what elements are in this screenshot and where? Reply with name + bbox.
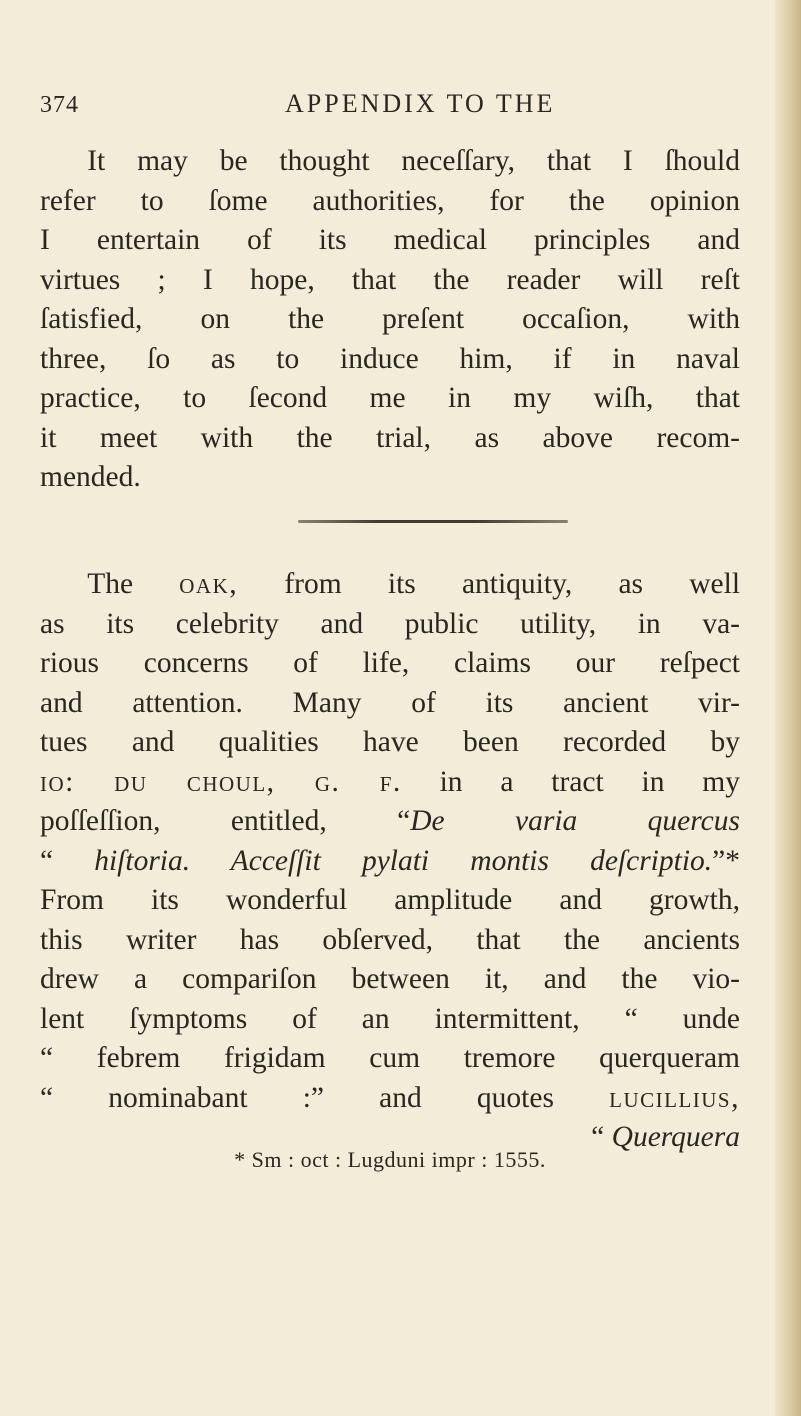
- text-line: “ hiſtoria. Acceſſit pylati montis deſcriptio.”*: [40, 844, 740, 877]
- text-line: The oak, from its antiquity, as well: [87, 568, 741, 600]
- text-line: io: du choul, g. f. in a tract in my: [40, 765, 740, 798]
- text-line: and attention. Many of its ancient vir-: [40, 686, 740, 719]
- author-names-small-caps: io: du choul, g. f.: [40, 765, 402, 798]
- text-line: poſſeſſion, entitled, “De varia quercus: [40, 805, 740, 837]
- text-line: It may be thought neceſſary, that I ſhould: [87, 145, 740, 177]
- text-line: it meet with the trial, as above recom-: [40, 421, 740, 454]
- text-line: “ nominabant :” and quotes lucillius,: [40, 1081, 740, 1114]
- book-title-italic: hiſtoria. Acceſſit pylati montis deſcriptio.: [94, 844, 713, 877]
- text-line: ſatisfied, on the preſent occaſion, with: [40, 303, 740, 335]
- paragraph-oak: [40, 565, 740, 1158]
- text-line: From its wonderful amplitude and growth,: [40, 884, 740, 916]
- catchword-italic: Querquera: [611, 1121, 740, 1153]
- text-line: this writer has obſerved, that the ancients: [40, 923, 740, 956]
- text-line: as its celebrity and public utility, in va-: [40, 607, 740, 640]
- text-line: “ febrem frigidam cum tremore querqueram: [40, 1042, 740, 1074]
- catchword-line: “ Querquera: [591, 1121, 740, 1153]
- text-line: drew a compariſon between it, and the vio-: [40, 963, 740, 995]
- text-line: mended.: [40, 461, 141, 493]
- text-line: virtues ; I hope, that the reader will reſt: [40, 263, 740, 296]
- text-line: three, ſo as to induce him, if in naval: [40, 342, 740, 375]
- paragraph-authorities: [40, 142, 740, 498]
- lucillius-small-caps: lucillius,: [609, 1081, 740, 1114]
- oak-small-caps: oak,: [179, 568, 239, 600]
- text-line: I entertain of its medical principles and: [40, 224, 740, 256]
- page-number: 374: [40, 92, 79, 118]
- text-line: tues and qualities have been recorded by: [40, 726, 740, 758]
- footnote: * Sm : oct : Lugduni impr : 1555.: [234, 1147, 546, 1172]
- text-line: refer to ſome authorities, for the opinion: [40, 184, 740, 217]
- text-line: rious concerns of life, claims our reſpect: [40, 647, 740, 679]
- text-line: practice, to ſecond me in my wiſh, that: [40, 382, 740, 414]
- running-head: APPENDIX TO THE: [285, 89, 556, 118]
- book-title-italic: De varia quercus: [410, 805, 740, 837]
- section-divider-rule: [298, 520, 568, 523]
- text-line: lent ſymptoms of an intermittent, “ unde: [40, 1002, 740, 1035]
